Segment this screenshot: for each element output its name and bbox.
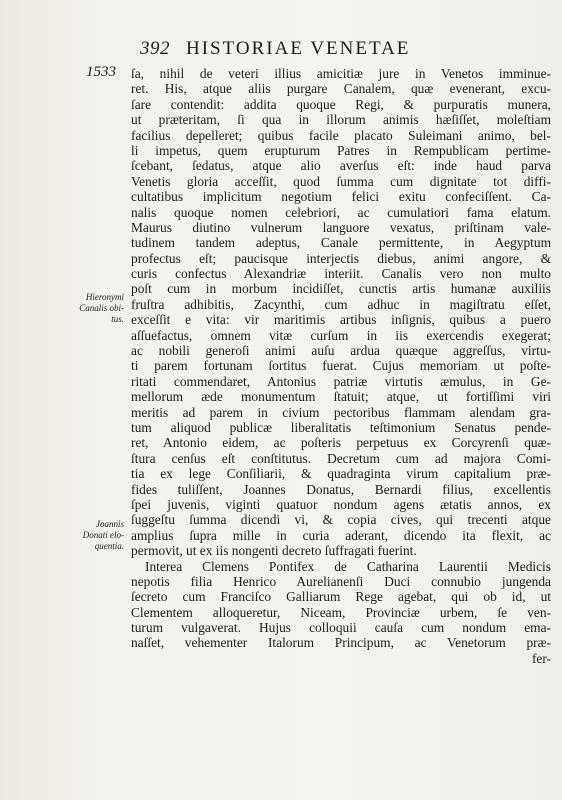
text-line: permovit, ut ex iis nongenti decreto ſuffragati fuerint.: [131, 543, 417, 559]
text-line: profectus eſt; paucisque interjectis diebus, animi angore, &: [131, 250, 551, 266]
text-line: exceſſit e vita: vir maritimis artibus inſignis, quibus a puero: [131, 312, 551, 328]
text-line: ac nobili generoſi animi auſu ardua quæque aggreſſus, virtu-: [131, 343, 551, 359]
text-line: ritati commendaret, Antonius patriæ virtutis æmulus, in Ge-: [131, 373, 551, 389]
text-line: tum aliquod publicæ liberalitatis teſtimonium Senatus pende-: [131, 419, 551, 435]
body-text: [131, 66, 551, 666]
text-line: poſt cum in morbum incidiſſet, cunctis artis humanæ auxiliis: [131, 281, 551, 297]
text-line: Venetis gloria acceſſit, quod ſumma cum dignitate tot diffi-: [131, 173, 551, 189]
margin-note-line: Donati elo-: [82, 530, 124, 540]
text-line: amplius ſupra mille in curia aderant, dicendo ita flexit, ac: [131, 527, 551, 543]
text-line: tia ex lege Conſiliarii, & quadraginta virum capitalium præ-: [131, 466, 551, 482]
margin-year: 1533: [86, 64, 116, 80]
page-header: [140, 38, 410, 62]
text-line: ret. His, atque aliis purgare Canalem, quæ evenerant, excu-: [131, 81, 551, 97]
text-line: li impetus, quem erupturum Patres in Rempublicam pertime-: [131, 142, 551, 158]
text-line: turum vulgaverat. Hujus colloquii cauſa cum nondum ema-: [131, 620, 551, 636]
text-line: Interea Clemens Pontifex de Catharina Laurentii Medicis: [145, 558, 551, 574]
text-line: nalis quoque nomen celebriori, ac cumulatiori fama elatum.: [131, 204, 551, 220]
text-line: ſare contendit: addita quoque Regi, & purpuratis munera,: [131, 96, 551, 112]
text-line: ſcebant, ſedatus, atque alio averſus eſt: inde haud parva: [131, 158, 551, 174]
text-line: ret, Antonio eidem, ac poſteris perpetuus ex Corcyrenſi quæ-: [131, 435, 551, 451]
text-line: ſuggeſtu ſumma dicendi vi, & copia cives, qui trecenti atque: [131, 512, 551, 528]
margin-note-line: Canalis obi-: [79, 303, 124, 313]
margin-note-line: Joannis: [96, 519, 124, 529]
text-line: fides tuliſſent, Joannes Donatus, Bernardi filius, excellentis: [131, 481, 551, 497]
text-line: curis confectus Alexandriæ interiit. Canalis vero non multo: [131, 266, 551, 282]
text-line: meritis ad parem in civium pectoribus flammam alendam gra-: [131, 404, 551, 420]
text-line: naſſet, vehementer Italorum Principum, ac Venetorum præ-: [131, 635, 551, 651]
margin-note-donatus-eloquence: [74, 519, 124, 552]
text-line: cultatibus implicitum negotium felici exitu confeciſſent. Ca-: [131, 189, 551, 205]
text-line: ut præteritam, ſi qua in illorum animis hæſiſſet, moleſtiam: [131, 112, 551, 128]
text-line: facilius depelleret; quibus facile placato Suleimani animo, bel-: [131, 127, 551, 143]
margin-note-line: Hieronymi: [85, 292, 124, 302]
text-line: tudinem tandem adeptus, Canale permittente, in Aegyptum: [131, 235, 551, 251]
text-line: nepotis filia Henrico Aurelianenſi Duci connubio jungenda: [131, 573, 551, 589]
text-line: ſecreto cum Franciſco Galliarum Rege agebat, qui ob id, ut: [131, 589, 551, 605]
text-line: aſſuefactus, omnem vitæ curſum in iis exercendis exegerat;: [131, 327, 551, 343]
text-line: Maurus diutino vulnerum languore vexatus, priſtinam vale-: [131, 219, 551, 235]
text-line: mellorum æde monumentum ſtatuit; atque, ut fortiſſimi viri: [131, 389, 551, 405]
page-number: 392: [140, 38, 170, 59]
text-line: Clementem alloqueretur, Niceam, Provinciæ urbem, ſe ven-: [131, 604, 551, 620]
margin-note-line: tus.: [111, 314, 124, 324]
running-title: HISTORIAE VENETAE: [186, 38, 411, 59]
text-line: ſtura cenſus eſt conſtitutus. Decretum cum ad majora Comi-: [131, 450, 551, 466]
catchword: fer-: [531, 650, 551, 666]
text-line: ſpei juvenis, viginti quatuor nondum agens ætatis annos, ex: [131, 496, 551, 512]
text-line: ti parem fortunam ſortitus fuerat. Cujus memoriam ut poſte-: [131, 358, 551, 374]
margin-note-line: quentia.: [94, 541, 124, 551]
margin-note-canalis-death: [74, 292, 124, 325]
text-line: ſa, nihil de veteri illius amicitiæ jure in Venetos imminue-: [131, 66, 551, 81]
text-line: fruſtra adhibitis, Zacynthi, cum adhuc in magiſtratu eſſet,: [131, 296, 551, 312]
